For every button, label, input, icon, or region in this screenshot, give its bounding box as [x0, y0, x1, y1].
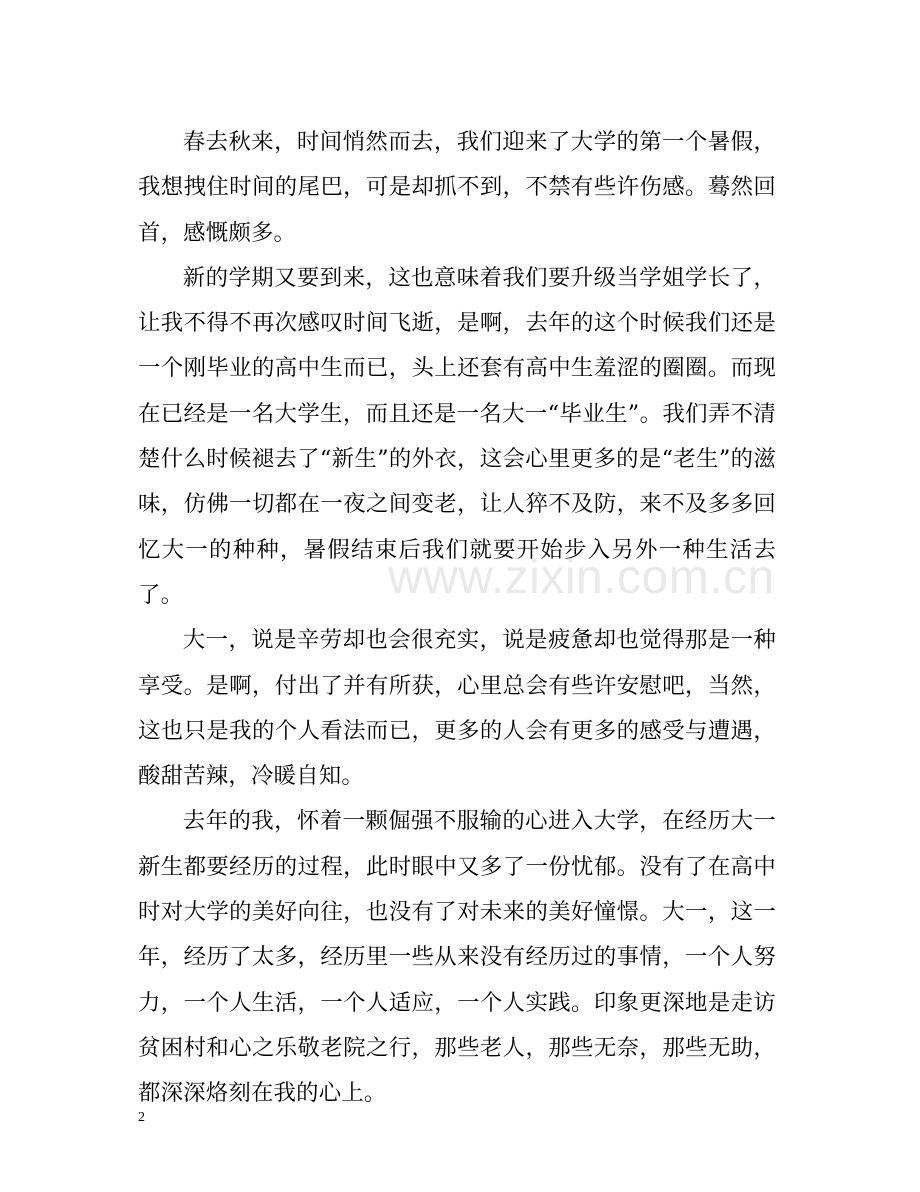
paragraph-3: 大一，说是辛劳却也会很充实，说是疲惫却也觉得那是一种享受。是啊，付出了并有所获，心里总会有些许安慰吧，当然，这也只是我的个人看法而已，更多的人会有更多的感受与遭遇，酸甜苦辣，冷暖自知。: [138, 627, 776, 790]
paragraph-4: 去年的我，怀着一颗倔强不服输的心进入大学，在经历大一新生都要经历的过程，此时眼中又多了一份忧郁。没有了在高中时对大学的美好向往，也没有了对未来的美好憧憬。大一，这一年，经历了太多，经历里一些从来没有经历过的事情，一个人努力，一个人生活，一个人适应，一个人实践。印象更深地是走访贫困村和心之乐敬老院之行，那些老人，那些无奈，那些无助，都深深烙刻在我的心上。: [138, 808, 776, 1107]
page-number: 2: [138, 1110, 145, 1125]
paragraph-2: 新的学期又要到来，这也意味着我们要升级当学姐学长了，让我不得不再次感叹时间飞逝，是啊，去年的这个时候我们还是一个刚毕业的高中生而已，头上还套有高中生羞涩的圈圈。而现在已经是一名大学生，而且还是一名大一“毕业生”。我们弄不清楚什么时候褪去了“新生”的外衣，这会心里更多的是“老生”的滋味，仿佛一切都在一夜之间变老，让人猝不及防，来不及多多回忆大一的种种，暑假结束后我们就要开始步入另外一种生活去了。: [138, 264, 776, 608]
watermark: www.zixin.com.cn: [388, 551, 775, 604]
document-body: [138, 120, 776, 1117]
paragraph-1: 春去秋来，时间悄然而去，我们迎来了大学的第一个暑假，我想拽住时间的尾巴，可是却抓不到，不禁有些许伤感。蓦然回首，感慨颇多。: [138, 129, 776, 246]
